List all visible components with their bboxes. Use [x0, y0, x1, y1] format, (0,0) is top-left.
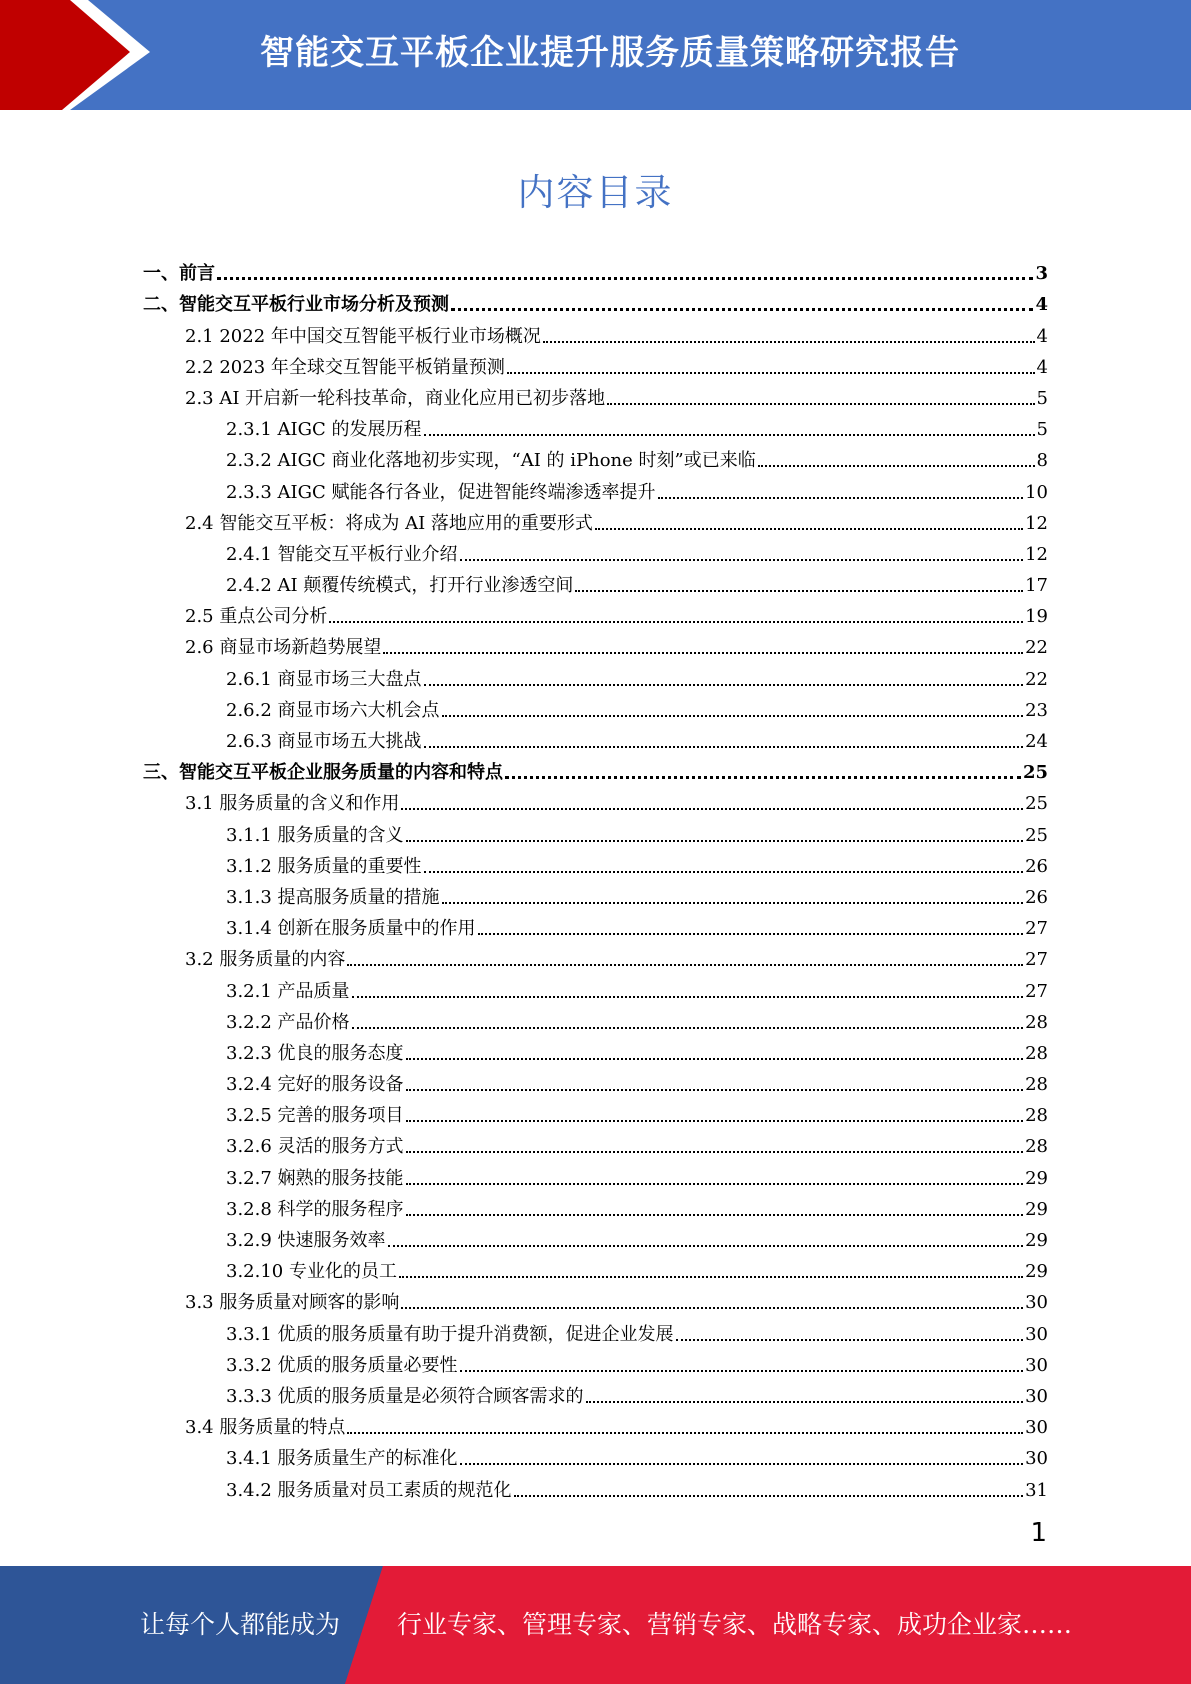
toc-entry-label: 3.1.4 创新在服务质量中的作用	[226, 918, 476, 940]
toc-entry-page: 4	[1036, 325, 1048, 347]
toc-entry-label: 3.2.6 灵活的服务方式	[226, 1136, 404, 1158]
toc-entry-label: 2.4.1 智能交互平板行业介绍	[226, 543, 458, 565]
toc-entry-label: 2.3.3 AIGC 赋能各行各业，促进智能终端渗透率提升	[226, 481, 656, 503]
toc-entry-page: 28	[1025, 1042, 1048, 1064]
toc-entry-page: 17	[1025, 575, 1048, 597]
toc-entry[interactable]	[143, 971, 1048, 1002]
toc-entry-page: 30	[1025, 1417, 1048, 1439]
toc-entry[interactable]	[143, 1377, 1048, 1408]
toc-leader-dots	[401, 808, 1023, 810]
toc-entry-page: 30	[1025, 1323, 1048, 1345]
toc-entry[interactable]	[143, 784, 1048, 815]
toc-entry-label: 2.4 智能交互平板：将成为 AI 落地应用的重要形式	[185, 512, 593, 534]
toc-entry-page: 30	[1025, 1448, 1048, 1470]
toc-entry-page: 12	[1025, 543, 1048, 565]
toc-entry[interactable]	[143, 535, 1048, 566]
toc-entry-page: 4	[1035, 294, 1048, 316]
toc-entry[interactable]	[143, 441, 1048, 472]
toc-entry-page: 5	[1036, 419, 1048, 441]
toc-entry[interactable]	[143, 285, 1048, 316]
toc-leader-dots	[352, 996, 1024, 998]
toc-entry[interactable]	[143, 597, 1048, 628]
toc-entry[interactable]	[143, 472, 1048, 503]
toc-entry-label: 3.2.10 专业化的员工	[226, 1261, 397, 1283]
toc-entry[interactable]	[143, 1470, 1048, 1501]
toc-entry-label: 2.2 2023 年全球交互智能平板销量预测	[185, 356, 505, 378]
toc-entry-page: 4	[1036, 356, 1048, 378]
toc-leader-dots	[505, 776, 1021, 779]
toc-entry-label: 3.2.4 完好的服务设备	[226, 1074, 404, 1096]
toc-entry-page: 22	[1025, 668, 1048, 690]
toc-entry-label: 2.6.3 商显市场五大挑战	[226, 731, 422, 752]
toc-entry[interactable]	[143, 628, 1048, 659]
toc-entry-page: 25	[1025, 793, 1048, 815]
toc-entry[interactable]	[143, 815, 1048, 846]
toc-entry[interactable]	[143, 1408, 1048, 1439]
toc-leader-dots	[347, 964, 1023, 966]
toc-entry[interactable]	[143, 1158, 1048, 1189]
toc-entry[interactable]	[143, 722, 1048, 753]
toc-entry-page: 28	[1025, 1074, 1048, 1096]
toc-leader-dots	[406, 1183, 1024, 1185]
toc-entry-page: 28	[1025, 1105, 1048, 1127]
page-number: 1	[1030, 1518, 1047, 1548]
toc-entry-label: 3.2.1 产品质量	[226, 980, 350, 1002]
toc-entry[interactable]	[143, 1221, 1048, 1252]
toc-entry-label: 2.5 重点公司分析	[185, 606, 328, 628]
toc-entry[interactable]	[143, 1283, 1048, 1314]
toc-entry[interactable]	[143, 909, 1048, 940]
toc-entry-page: 23	[1025, 699, 1048, 721]
toc-entry-page: 27	[1025, 980, 1048, 1002]
toc-entry-page: 27	[1025, 918, 1048, 940]
toc-entry-label: 2.3.2 AIGC 商业化落地初步实现，“AI 的 iPhone 时刻”或已来临	[226, 450, 756, 472]
toc-entry[interactable]	[143, 940, 1048, 971]
toc-entry-page: 8	[1036, 450, 1048, 472]
toc-title: 内容目录	[517, 171, 674, 214]
toc-entry-label: 3.4.1 服务质量生产的标准化	[226, 1448, 458, 1470]
toc-entry[interactable]	[143, 1034, 1048, 1065]
toc-entry-label: 3.1.2 服务质量的重要性	[226, 855, 422, 877]
toc-entry-page: 26	[1025, 855, 1048, 877]
toc-entry-page: 25	[1022, 762, 1048, 784]
toc-entry-label: 3.1 服务质量的含义和作用	[185, 793, 400, 815]
toc-entry-label: 3.2.3 优良的服务态度	[226, 1042, 404, 1064]
toc-leader-dots	[424, 746, 1024, 748]
toc-leader-dots	[383, 652, 1023, 654]
toc-entry-page: 28	[1025, 1136, 1048, 1158]
toc-leader-dots	[658, 497, 1024, 499]
toc-leader-dots	[401, 1307, 1023, 1309]
toc-entry-label: 3.2.2 产品价格	[226, 1011, 350, 1033]
toc-entry-label: 二、智能交互平板行业市场分析及预测	[143, 294, 449, 316]
toc-entry-page: 3	[1035, 263, 1048, 285]
toc-entry[interactable]	[143, 1252, 1048, 1283]
toc-entry[interactable]	[143, 1127, 1048, 1158]
toc-entry-label: 3.3.2 优质的服务质量必要性	[226, 1354, 458, 1376]
toc-entry[interactable]	[143, 504, 1048, 535]
toc-entry[interactable]	[143, 659, 1048, 690]
toc-entry-label: 3.2.7 娴熟的服务技能	[226, 1167, 404, 1189]
toc-entry-page: 12	[1025, 512, 1048, 534]
toc-entry-label: 3.3.1 优质的服务质量有助于提升消费额，促进企业发展	[226, 1323, 674, 1345]
toc-entry-label: 2.6 商显市场新趋势展望	[185, 637, 382, 659]
page-header	[0, 0, 1191, 110]
toc-leader-dots	[442, 715, 1024, 717]
toc-entry[interactable]	[143, 1190, 1048, 1221]
page-footer	[0, 1566, 1191, 1684]
toc-entry-page: 26	[1025, 886, 1048, 908]
toc-leader-dots	[406, 1089, 1024, 1091]
toc-leader-dots	[399, 1276, 1023, 1278]
toc-entry-page: 30	[1025, 1292, 1048, 1314]
toc-entry-label: 3.4 服务质量的特点	[185, 1417, 346, 1439]
toc-entry-label: 3.1.3 提高服务质量的措施	[226, 886, 440, 908]
toc-entry-label: 3.3.3 优质的服务质量是必须符合顾客需求的	[226, 1385, 584, 1407]
toc-leader-dots	[424, 684, 1024, 686]
toc-entry-label: 2.6.2 商显市场六大机会点	[226, 699, 440, 721]
toc-leader-dots	[460, 1463, 1024, 1465]
toc-entry[interactable]	[143, 1314, 1048, 1345]
toc-entry[interactable]	[143, 1065, 1048, 1096]
toc-entry-page: 28	[1025, 1011, 1048, 1033]
toc-entry-label: 2.1 2022 年中国交互智能平板行业市场概况	[185, 325, 541, 347]
toc-entry-page: 29	[1025, 1198, 1048, 1220]
toc-entry[interactable]	[143, 254, 1048, 285]
toc-entry[interactable]	[143, 410, 1048, 441]
toc-leader-dots	[217, 277, 1033, 280]
toc-leader-dots	[424, 434, 1035, 436]
toc-entry-page: 10	[1025, 481, 1048, 503]
toc-leader-dots	[460, 1370, 1024, 1372]
toc-entry-page: 25	[1025, 824, 1048, 846]
toc-entry[interactable]	[143, 379, 1048, 410]
toc-entry-page: 19	[1025, 606, 1048, 628]
toc-entry[interactable]	[143, 1346, 1048, 1377]
toc-entry[interactable]	[143, 1096, 1048, 1127]
toc-entry[interactable]	[143, 847, 1048, 878]
toc-entry[interactable]	[143, 566, 1048, 597]
toc-leader-dots	[347, 1432, 1023, 1434]
toc-entry-label: 3.3 服务质量对顾客的影响	[185, 1292, 400, 1314]
toc-leader-dots	[460, 559, 1024, 561]
toc-leader-dots	[406, 1214, 1024, 1216]
toc-leader-dots	[424, 871, 1024, 873]
toc-entry-label: 3.1.1 服务质量的含义	[226, 824, 404, 846]
toc-entry[interactable]	[143, 691, 1048, 722]
header-title: 智能交互平板企业提升服务质量策略研究报告	[260, 33, 960, 73]
toc-leader-dots	[543, 341, 1035, 343]
toc-leader-dots	[406, 840, 1024, 842]
footer-slogan-left: 让每个人都能成为	[140, 1610, 341, 1639]
toc-entry-label: 3.2.9 快速服务效率	[226, 1230, 386, 1251]
toc-leader-dots	[478, 933, 1024, 935]
toc-leader-dots	[758, 465, 1035, 467]
toc-entry-page: 5	[1036, 387, 1048, 409]
toc-entry-page: 31	[1025, 1479, 1048, 1501]
toc-entry-page: 24	[1025, 731, 1048, 752]
toc-entry-label: 三、智能交互平板企业服务质量的内容和特点	[143, 762, 503, 784]
toc-leader-dots	[514, 1495, 1024, 1497]
toc-entry-label: 2.3.1 AIGC 的发展历程	[226, 419, 422, 441]
toc-leader-dots	[607, 403, 1034, 405]
toc-leader-dots	[507, 372, 1035, 374]
toc-leader-dots	[406, 1058, 1024, 1060]
toc-entry-page: 30	[1025, 1385, 1048, 1407]
toc-entry-page: 29	[1025, 1261, 1048, 1283]
toc-entry-page: 29	[1025, 1230, 1048, 1251]
toc-entry[interactable]	[143, 878, 1048, 909]
toc-leader-dots	[352, 1027, 1024, 1029]
toc-entry-label: 2.4.2 AI 颠覆传统模式，打开行业渗透空间	[226, 575, 574, 597]
toc-entry-page: 29	[1025, 1167, 1048, 1189]
toc-leader-dots	[388, 1245, 1024, 1247]
toc-leader-dots	[406, 1120, 1024, 1122]
toc-leader-dots	[329, 621, 1023, 623]
toc-entry-label: 3.4.2 服务质量对员工素质的规范化	[226, 1479, 512, 1501]
footer-slogan-right: 行业专家、管理专家、营销专家、战略专家、成功企业家……	[397, 1610, 1073, 1639]
toc-entry-page: 27	[1025, 949, 1048, 971]
toc-leader-dots	[595, 528, 1023, 530]
toc-leader-dots	[676, 1339, 1024, 1341]
toc-entry-label: 2.3 AI 开启新一轮科技革命，商业化应用已初步落地	[185, 387, 606, 409]
toc-entry-page: 22	[1025, 637, 1048, 659]
toc-entry-label: 3.2 服务质量的内容	[185, 949, 346, 971]
toc-entry-page: 30	[1025, 1354, 1048, 1376]
toc-entry[interactable]	[143, 1439, 1048, 1470]
toc-leader-dots	[451, 308, 1033, 311]
toc-entry[interactable]	[143, 348, 1048, 379]
toc-leader-dots	[442, 902, 1024, 904]
toc-entry-label: 3.2.8 科学的服务程序	[226, 1198, 404, 1220]
toc-leader-dots	[586, 1401, 1024, 1403]
toc-entry[interactable]	[143, 1003, 1048, 1034]
toc-entry-label: 一、前言	[143, 263, 215, 285]
toc-leader-dots	[406, 1151, 1024, 1153]
toc-entry-label: 3.2.5 完善的服务项目	[226, 1105, 404, 1127]
toc-leader-dots	[575, 590, 1023, 592]
table-of-contents	[143, 254, 1048, 1502]
toc-entry[interactable]	[143, 753, 1048, 784]
toc-entry[interactable]	[143, 316, 1048, 347]
toc-entry-label: 2.6.1 商显市场三大盘点	[226, 668, 422, 690]
